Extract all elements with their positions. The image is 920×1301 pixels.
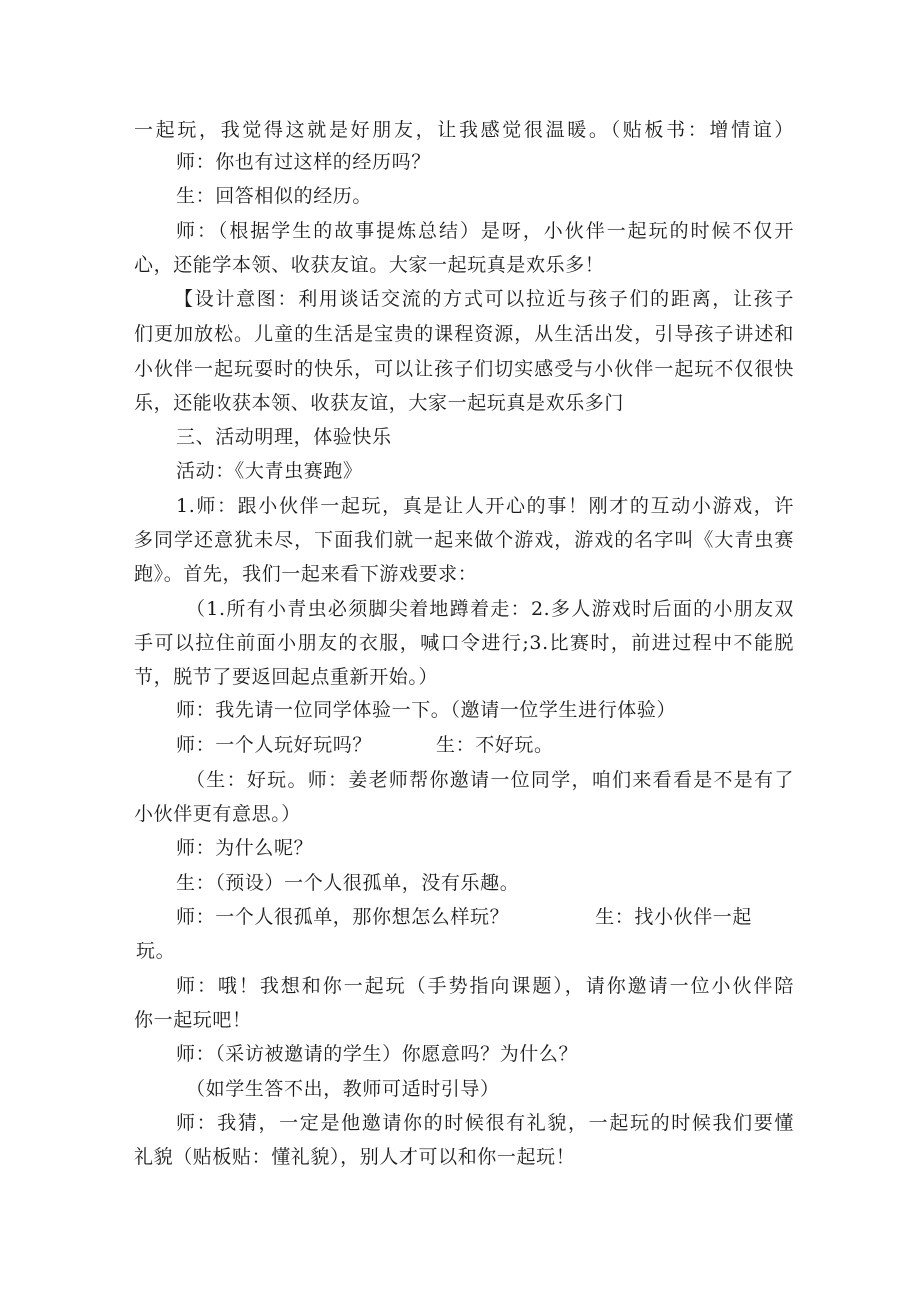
paragraph-line: 师：哦！我想和你一起玩（手势指向课题），请你邀请一位小伙伴陪 <box>176 975 794 997</box>
rules-line: （1.所有小青虫必须脚尖着地蹲着走：2.多人游戏时后面的小朋友双 <box>186 598 794 620</box>
rules-line: 节，脱节了要返回起点重新开始。） <box>134 666 439 688</box>
paragraph-line: 生：（预设）一个人很孤单，没有乐趣。 <box>176 872 520 894</box>
paragraph-line: 你一起玩吧！ <box>134 1009 252 1031</box>
dialogue-line <box>176 729 794 761</box>
paragraph-line: 心，还能学本领、收获友谊。大家一起玩真是欢乐多！ <box>134 254 605 276</box>
paragraph-line: 生：回答相似的经历。 <box>176 185 373 207</box>
paragraph-line: 师：（采访被邀请的学生）你愿意吗？为什么？ <box>176 1043 579 1065</box>
paragraph-line: 玩。 <box>136 940 176 962</box>
activity-title: 活动：《大青虫赛跑》 <box>176 460 363 482</box>
paragraph-line: 师：我先请一位同学体验一下。（邀请一位学生进行体验） <box>176 699 677 721</box>
paragraph-line: 师：（根据学生的故事提炼总结）是呀，小伙伴一起玩的时候不仅开 <box>176 220 794 242</box>
student-answer: 生：找小伙伴一起 <box>595 906 753 928</box>
teacher-question: 师：一个人玩好玩吗？ <box>176 734 373 756</box>
design-intent-line: 乐，还能收获本领、收获友谊，大家一起玩真是欢乐多门 <box>134 392 625 414</box>
section-heading: 三、活动明理，体验快乐 <box>176 426 392 448</box>
paragraph-line: 跑》。首先，我们一起来看下游戏要求： <box>134 563 478 585</box>
paragraph-line: 礼貌（贴板贴：懂礼貌），别人才可以和你一起玩！ <box>134 1146 576 1168</box>
teacher-question: 师：一个人很孤单，那你想怎么样玩？ <box>176 906 510 928</box>
paragraph-line: （如学生答不出，教师可适时引导） <box>186 1078 500 1100</box>
design-intent-line: 小伙伴一起玩耍时的快乐，可以让孩子们切实感受与小伙伴一起玩不仅很快 <box>134 358 794 380</box>
paragraph-line: 师：我猜，一定是他邀请你的时候很有礼貌，一起玩的时候我们要懂 <box>176 1112 794 1134</box>
paragraph-line: 1.师：跟小伙伴一起玩，真是让人开心的事！刚才的互动小游戏，许 <box>176 495 794 517</box>
design-intent-line: 们更加放松。儿童的生活是宝贵的课程资源，从生活出发，引导孩子讲述和 <box>134 323 794 345</box>
paragraph-line: 多同学还意犹未尽，下面我们就一起来做个游戏，游戏的名字叫《大青虫赛 <box>134 529 794 551</box>
design-intent-line: 【设计意图：利用谈话交流的方式可以拉近与孩子们的距离，让孩子 <box>174 288 794 310</box>
paragraph-line: 师：你也有过这样的经历吗？ <box>176 151 431 173</box>
paragraph-line: 师：为什么呢？ <box>176 837 314 859</box>
student-answer: 生：不好玩。 <box>436 734 554 756</box>
paragraph-line: 小伙伴更有意思。） <box>134 803 301 825</box>
paragraph-line: 一起玩，我觉得这就是好朋友，让我感觉很温暖。（贴板书：增情谊） <box>134 119 794 141</box>
paragraph-line: （生：好玩。师：姜老师帮你邀请一位同学，咱们来看看是不是有了 <box>186 769 794 791</box>
rules-line: 手可以拉住前面小朋友的衣服，喊口令进行;3.比赛时，前进过程中不能脱 <box>134 632 794 654</box>
dialogue-line <box>176 901 794 933</box>
